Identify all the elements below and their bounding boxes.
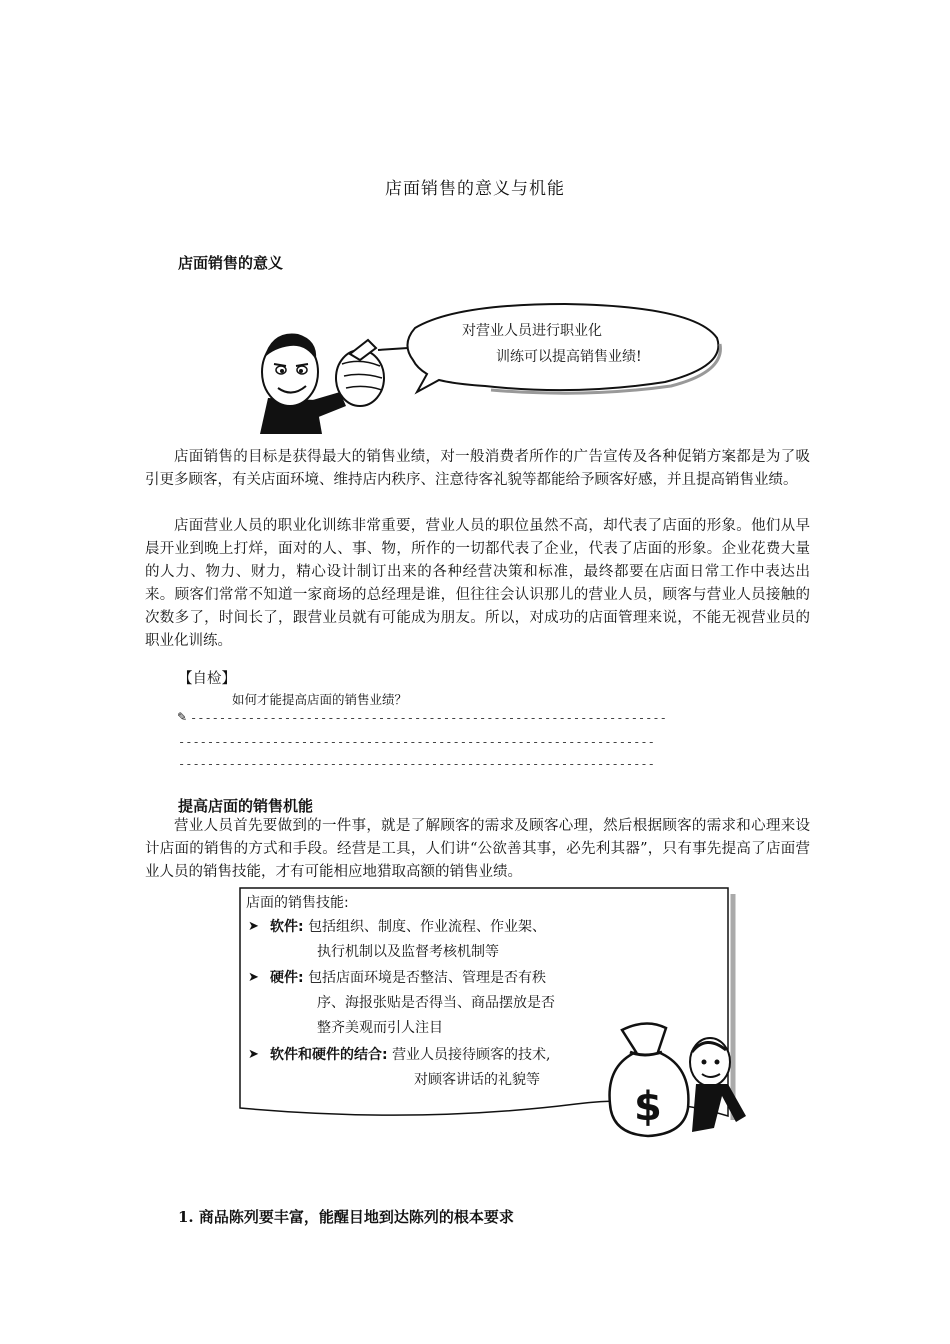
answer-line-1[interactable]: ------------------------------------------------------------------ — [190, 711, 667, 725]
paragraph-improve-function: 营业人员首先要做到的一件事，就是了解顾客的需求及顾客心理，然后根据顾客的需求和心理来设计店面的销售的方式和手段。经营是工具，人们讲“公欲善其事，必先利其器”，只有事先提高了店面营业人员的销售技能，才有可能相应地猎取高额的销售业绩。 — [145, 818, 810, 880]
selfcheck-label: 【自检】 — [178, 671, 236, 687]
bubble-text-line1: 对营业人员进行职业化 — [462, 323, 602, 339]
skill-text-combined-2: 对顾客讲话的礼貌等 — [414, 1072, 540, 1088]
selfcheck-question: 如何才能提高店面的销售业绩？ — [232, 692, 408, 707]
skill-label-software: 软件: — [270, 919, 304, 935]
cartoon-man-pointing-illustration — [250, 318, 410, 436]
answer-line-2[interactable]: ------------------------------------------------------------------ — [178, 735, 655, 749]
skill-text-combined-1: 营业人员接待顾客的技术, — [392, 1047, 551, 1063]
bubble-text-line2: 训练可以提高销售业绩! — [496, 349, 642, 365]
paragraph-staff-training: 店面营业人员的职业化训练非常重要，营业人员的职位虽然不高，却代表了店面的形象。他们从早晨开业到晚上打烊，面对的人、事、物，所作的一切都代表了企业，代表了店面的形象。企业花费大量的人力、物力、财力，精心设计制订出来的各种经营决策和标准，最终都要在店面日常工作中表达出来。顾客们常常不知道一家商场的总经理是谁，但往往会认识那儿的营业人员，顾客与营业人员接触的次数多了，时间长了，跟营业员就有可能成为朋友。所以，对成功的店面管理来说，不能无视营业员的职业化训练。 — [145, 518, 810, 649]
arrow-bullet-icon: ➤ — [248, 919, 259, 934]
svg-text:$: $ — [634, 1084, 662, 1130]
skill-item-hardware — [270, 966, 546, 991]
paragraph-sales-goal: 店面销售的目标是获得最大的销售业绩，对一般消费者所作的广告宣传及各种促销方案都是为了吸引更多顾客，有关店面环境、维持店内秩序、注意待客礼貌等都能给予顾客好感，并且提高销售业绩。 — [145, 449, 810, 488]
skills-box-title: 店面的销售技能: — [246, 895, 349, 911]
skill-text-hardware-2: 序、海报张贴是否得当、商品摆放是否 — [317, 995, 555, 1011]
skill-label-combined: 软件和硬件的结合: — [270, 1047, 388, 1063]
section-heading-display: 1. 商品陈列要丰富，能醒目地到达陈列的根本要求 — [178, 1208, 514, 1226]
section-heading-function: 提高店面的销售机能 — [178, 797, 314, 815]
skill-item-software — [270, 915, 546, 940]
arrow-bullet-icon: ➤ — [248, 1047, 259, 1062]
page-title: 店面销售的意义与机能 — [385, 179, 565, 199]
skill-text-software-2: 执行机制以及监督考核机制等 — [317, 944, 499, 960]
skill-text-hardware-1: 包括店面环境是否整洁、管理是否有秩 — [308, 970, 547, 986]
pencil-icon: ✎ — [177, 710, 188, 724]
skill-text-software-1: 包括组织、制度、作业流程、作业架、 — [308, 919, 547, 935]
money-bag-cartoon-illustration — [596, 1016, 750, 1140]
arrow-bullet-icon: ➤ — [248, 970, 259, 985]
skill-item-combined — [270, 1043, 551, 1068]
skill-text-hardware-3: 整齐美观而引人注目 — [317, 1020, 443, 1036]
section-heading-meaning: 店面销售的意义 — [178, 254, 284, 272]
skill-label-hardware: 硬件: — [270, 970, 304, 986]
answer-line-3[interactable]: ------------------------------------------------------------------ — [178, 757, 655, 771]
